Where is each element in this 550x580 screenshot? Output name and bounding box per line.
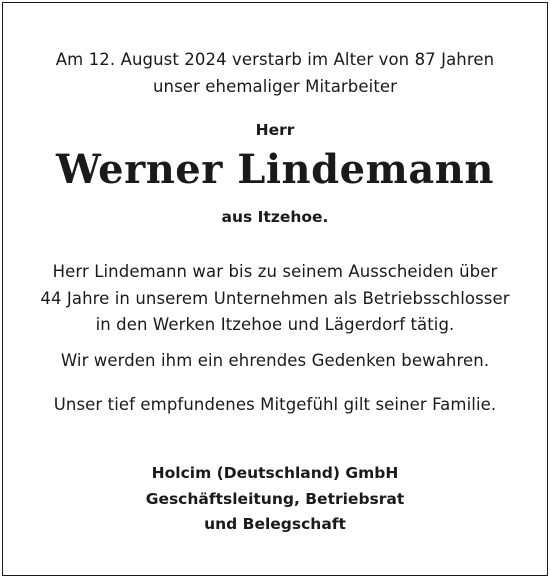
honorific: Herr [255,121,295,139]
signature-company: Holcim (Deutschland) GmbH [151,464,399,482]
sympathy-text: Unser tief empfundenes Mitgefühl gilt seiner Familie. [53,395,497,414]
signature-line-3: und Belegschaft [204,515,346,533]
intro-line-2: unser ehemaliger Mitarbeiter [152,77,398,96]
origin: aus Itzehoe. [221,208,329,226]
remembrance-text: Wir werden ihm ein ehrendes Gedenken bewahren. [60,351,490,370]
tenure-line-1: Herr Lindemann war bis zu seinem Ausscheiden über [52,262,498,281]
signature-line-2: Geschäftsleitung, Betriebsrat [145,490,405,508]
tenure-line-3: in den Werken Itzehoe und Lägerdorf tätig. [95,315,455,334]
deceased-name: Werner Lindemann [56,146,494,193]
obituary-notice [2,2,548,576]
tenure-line-2: 44 Jahre in unserem Unternehmen als Betriebsschlosser [40,289,510,308]
intro-line-1: Am 12. August 2024 verstarb im Alter von 87 Jahren [55,50,495,69]
